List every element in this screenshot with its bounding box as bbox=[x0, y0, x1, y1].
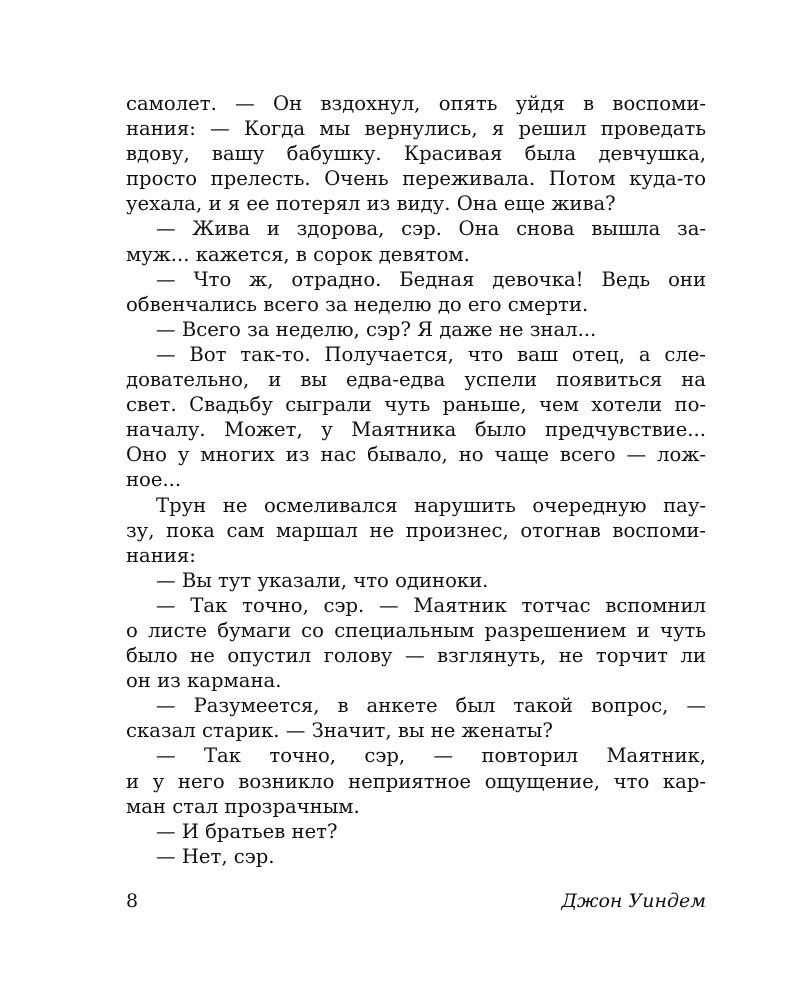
text-line: нания: — Когда мы вернулись, я решил проведать bbox=[126, 117, 706, 141]
text-line: — И братьев нет? bbox=[156, 819, 338, 843]
text-line: — Вот так-то. Получается, что ваш отец, а сле- bbox=[156, 342, 706, 366]
text-line: сказал старик. — Значит, вы не женаты? bbox=[126, 719, 553, 743]
text-line: — Всего за неделю, сэр? Я даже не знал... bbox=[156, 317, 597, 341]
running-author: Джон Уиндем bbox=[561, 890, 706, 912]
text-line: — Нет, сэр. bbox=[156, 844, 275, 868]
text-line: — Так точно, сэр. — Маятник тотчас вспомнил bbox=[156, 593, 706, 617]
text-line: было не опустил голову — взглянуть, не торчит ли bbox=[126, 644, 706, 668]
text-line: довательно, и вы едва-едва успели появиться на bbox=[126, 368, 706, 392]
text-line: зу, пока сам маршал не произнес, отогнав воспоми- bbox=[126, 518, 706, 542]
text-line: — Так точно, сэр, — повторил Маятник, bbox=[156, 744, 706, 768]
text-line: — Что ж, отрадно. Бедная девочка! Ведь они bbox=[156, 267, 706, 291]
text-line: муж... кажется, в сорок девятом. bbox=[126, 242, 470, 266]
text-line: свет. Свадьбу сыграли чуть раньше, чем хотели по- bbox=[126, 393, 706, 417]
text-line: — Жива и здорова, сэр. Она снова вышла за- bbox=[156, 217, 706, 241]
text-line: Трун не осмеливался нарушить очередную пау- bbox=[156, 493, 706, 517]
text-line: обвенчались всего за неделю до его смерти. bbox=[126, 292, 589, 316]
text-line: ное... bbox=[126, 468, 182, 492]
text-line: вдову, вашу бабушку. Красивая была девчушка, bbox=[126, 142, 706, 166]
text-line: он из кармана. bbox=[126, 669, 282, 693]
text-line: — Разумеется, в анкете был такой вопрос, — bbox=[156, 694, 706, 718]
text-line: уехала, и я ее потерял из виду. Она еще жива? bbox=[126, 192, 616, 216]
text-line: самолет. — Он вздохнул, опять уйдя в воспоми- bbox=[126, 92, 706, 115]
page-footer bbox=[126, 889, 706, 913]
text-line: о листе бумаги со специальным разрешением и чуть bbox=[126, 618, 706, 642]
text-line: и у него возникло неприятное ощущение, что кар- bbox=[126, 769, 706, 793]
text-line: просто прелесть. Очень переживала. Потом куда-то bbox=[126, 167, 706, 191]
text-line: нания: bbox=[126, 543, 196, 567]
page-number: 8 bbox=[126, 890, 139, 912]
text-line: началу. Может, у Маятника было предчувствие... bbox=[126, 418, 706, 442]
page-body-text bbox=[126, 91, 706, 869]
text-line: — Вы тут указали, что одиноки. bbox=[156, 568, 489, 592]
text-line: ман стал прозрачным. bbox=[126, 794, 360, 818]
text-line: Оно у многих из нас бывало, но чаще всего — лож- bbox=[126, 443, 706, 467]
